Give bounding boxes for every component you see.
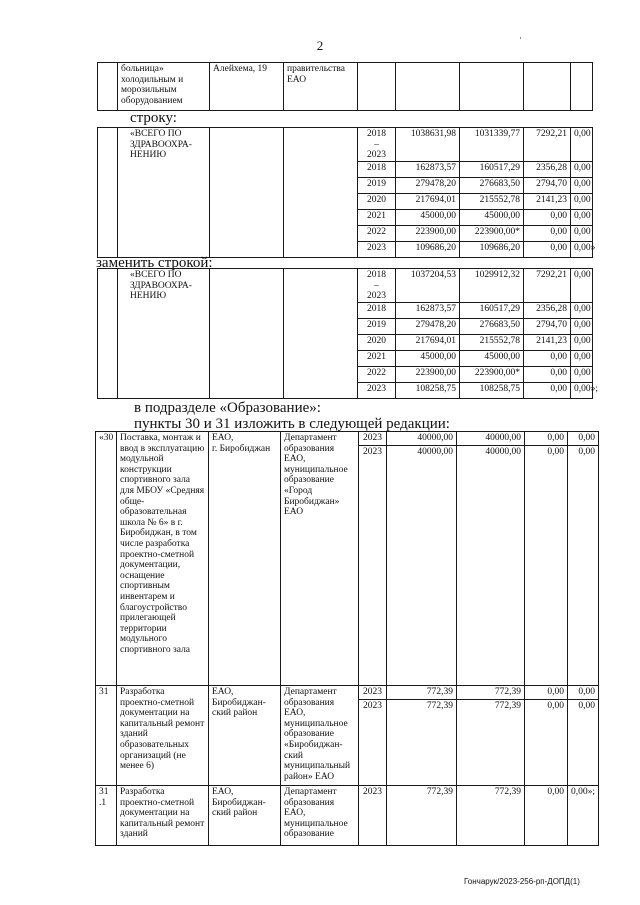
top-table: [97, 62, 593, 111]
federal-cell: 108258,75: [460, 382, 524, 398]
total-cell: 45000,00: [396, 209, 460, 225]
federal-cell: 40000,00: [457, 432, 525, 446]
other-cell: 0,00: [571, 193, 593, 209]
executor-cell: Департамент образования ЕАО, муниципальное образование «Биробиджан-ский муниципальный район» ЕАО: [281, 686, 359, 786]
other-cell: 0,00: [568, 700, 599, 786]
other-cell: 0,00: [568, 432, 599, 446]
num-cell: [98, 128, 118, 258]
total-cell: 108258,75: [396, 382, 460, 398]
text-stroku: строку:: [130, 110, 177, 126]
federal-cell: 223900,00*: [460, 366, 524, 382]
year-cell: 2023: [359, 446, 387, 686]
regional-cell: 2141,23: [524, 193, 571, 209]
executor-cell: Департамент образования ЕАО, муниципальное образование: [281, 786, 359, 846]
location-cell: Алейхема, 19: [210, 63, 284, 111]
table-row: [96, 686, 599, 700]
regional-cell: 2794,70: [524, 318, 571, 334]
year-cell: 2023: [359, 700, 387, 786]
year-cell: 2019: [358, 177, 396, 193]
executor-cell: Департамент образования ЕАО, муниципальное образование «Город Биробиджан» ЕАО: [281, 432, 359, 686]
other-cell: 0,00: [571, 269, 593, 303]
text-podrazdel: в подразделе «Образование»:: [134, 400, 321, 416]
regional-cell: 0,00: [524, 350, 571, 366]
other-cell: 0,00: [571, 161, 593, 177]
regional-cell: 2794,70: [524, 177, 571, 193]
other-cell: 0,00: [571, 366, 593, 382]
year-cell: 2018: [358, 302, 396, 318]
item-name: Поставка, монтаж и ввод в эксплуатацию модульной конструкции спортивного зала для МБОУ «Средняя обще-образовательная школа № 6» в г. Биробиджан, в том числе разработка проектно-сметной документации, оснащение спортивным инвентарем и благоустройство прилегающей территории модульного спортивного зала: [117, 432, 209, 686]
page-number: 2: [316, 38, 324, 53]
total-cell: 109686,20: [396, 241, 460, 257]
year-cell: 2018 – 2023: [358, 128, 396, 162]
location-cell: [210, 269, 284, 399]
other-cell: 0,00: [571, 350, 593, 366]
regional-cell: 0,00: [525, 786, 568, 846]
regional-cell: 0,00: [524, 225, 571, 241]
regional-cell: 2141,23: [524, 334, 571, 350]
other-cell: 0,00: [568, 446, 599, 686]
federal-cell: 160517,29: [460, 302, 524, 318]
federal-cell: 160517,29: [460, 161, 524, 177]
footer-code: Гончарук/2023-256-рп-ДОПД(1): [464, 877, 580, 886]
location-cell: ЕАО, Биробиджан- ский район: [209, 686, 281, 786]
location-cell: ЕАО, Биробиджан- ский район: [209, 786, 281, 846]
year-cell: 2023: [359, 686, 387, 700]
num-cell: [98, 269, 118, 399]
federal-cell: 1031339,77: [460, 128, 524, 162]
total-cell: 45000,00: [396, 350, 460, 366]
total-cell: 1038631,98: [396, 128, 460, 162]
other-cell: 0,00: [571, 177, 593, 193]
table-row: [98, 128, 593, 162]
item-number: «30: [96, 432, 117, 686]
total-cell: 223900,00: [396, 366, 460, 382]
total-cell: 40000,00: [387, 446, 457, 686]
executor-cell: правительства ЕАО: [284, 63, 358, 111]
scan-mark: ·: [519, 33, 522, 43]
other-cell: 0,00»: [571, 241, 593, 257]
total-cell: 162873,57: [396, 161, 460, 177]
other-cell: 0,00: [571, 334, 593, 350]
table-old-total: [97, 127, 596, 258]
regional-cell: 0,00: [525, 700, 568, 786]
executor-cell: [284, 128, 358, 258]
year-cell: 2021: [358, 209, 396, 225]
federal-cell: 223900,00*: [460, 225, 524, 241]
other-cell: 0,00: [571, 225, 593, 241]
other-cell: 0,00: [571, 209, 593, 225]
other-cell: 0,00»;: [568, 786, 599, 846]
total-cell: 279478,20: [396, 177, 460, 193]
year-cell: 2018: [358, 161, 396, 177]
federal-cell: 215552,78: [460, 193, 524, 209]
other-cell: 0,00: [571, 302, 593, 318]
regional-cell: 2356,28: [524, 161, 571, 177]
federal-cell: 215552,78: [460, 334, 524, 350]
table-row: [98, 269, 593, 303]
total-cell: 162873,57: [396, 302, 460, 318]
item-name: больница» холодильным и морозильным оборудованием: [118, 63, 210, 111]
year-cell: 2023: [359, 786, 387, 846]
year-cell: 2020: [358, 334, 396, 350]
total-cell: 772,39: [387, 700, 457, 786]
total-label: «ВСЕГО ПО ЗДРАВООХРА- НЕНИЮ: [118, 269, 210, 399]
federal-cell: 772,39: [457, 786, 525, 846]
item-number: 31: [96, 686, 117, 786]
federal-cell: 109686,20: [460, 241, 524, 257]
other-cell: 0,00: [568, 686, 599, 700]
regional-cell: 0,00: [524, 209, 571, 225]
federal-cell: 45000,00: [460, 350, 524, 366]
total-cell: 217694,01: [396, 193, 460, 209]
total-cell: 279478,20: [396, 318, 460, 334]
item-name: Разработка проектно-сметной документации на капитальный ремонт зданий: [117, 786, 209, 846]
regional-cell: 0,00: [524, 366, 571, 382]
year-cell: 2022: [358, 366, 396, 382]
total-cell: 772,39: [387, 686, 457, 700]
text-punkty: пункты 30 и 31 изложить в следующей редакции:: [134, 416, 450, 432]
executor-cell: [284, 269, 358, 399]
table-education: [95, 431, 599, 846]
federal-cell: 276683,50: [460, 318, 524, 334]
year-cell: 2023: [358, 382, 396, 398]
total-cell: 1037204,53: [396, 269, 460, 303]
regional-cell: 2356,28: [524, 302, 571, 318]
text-zamenit: заменить строкой:: [96, 255, 213, 271]
table-row: [96, 786, 599, 846]
year-cell: 2020: [358, 193, 396, 209]
table-new-total: [97, 268, 599, 399]
regional-cell: 0,00: [525, 686, 568, 700]
total-cell: 772,39: [387, 786, 457, 846]
regional-cell: 0,00: [525, 446, 568, 686]
federal-cell: 772,39: [457, 700, 525, 786]
federal-cell: 45000,00: [460, 209, 524, 225]
regional-cell: 7292,21: [524, 128, 571, 162]
year-cell: 2021: [358, 350, 396, 366]
other-cell: 0,00»;: [571, 382, 593, 398]
total-cell: 217694,01: [396, 334, 460, 350]
item-name: Разработка проектно-сметной документации на капитальный ремонт зданий образовательных организаций (не менее 6): [117, 686, 209, 786]
federal-cell: 1029912,32: [460, 269, 524, 303]
regional-cell: 0,00: [525, 432, 568, 446]
year-cell: 2023: [359, 432, 387, 446]
regional-cell: 7292,21: [524, 269, 571, 303]
year-cell: 2022: [358, 225, 396, 241]
federal-cell: 772,39: [457, 686, 525, 700]
year-cell: 2018 – 2023: [358, 269, 396, 303]
federal-cell: 276683,50: [460, 177, 524, 193]
location-cell: ЕАО, г. Биробиджан: [209, 432, 281, 686]
year-cell: 2023: [358, 241, 396, 257]
regional-cell: 0,00: [524, 241, 571, 257]
regional-cell: 0,00: [524, 382, 571, 398]
other-cell: 0,00: [571, 128, 593, 162]
year-cell: 2019: [358, 318, 396, 334]
other-cell: 0,00: [571, 318, 593, 334]
num-cell: [98, 63, 118, 111]
total-cell: 223900,00: [396, 225, 460, 241]
total-cell: 40000,00: [387, 432, 457, 446]
item-number: 31 .1: [96, 786, 117, 846]
location-cell: [210, 128, 284, 258]
federal-cell: 40000,00: [457, 446, 525, 686]
total-label: «ВСЕГО ПО ЗДРАВООХРА- НЕНИЮ: [118, 128, 210, 258]
table-row: [96, 432, 599, 446]
